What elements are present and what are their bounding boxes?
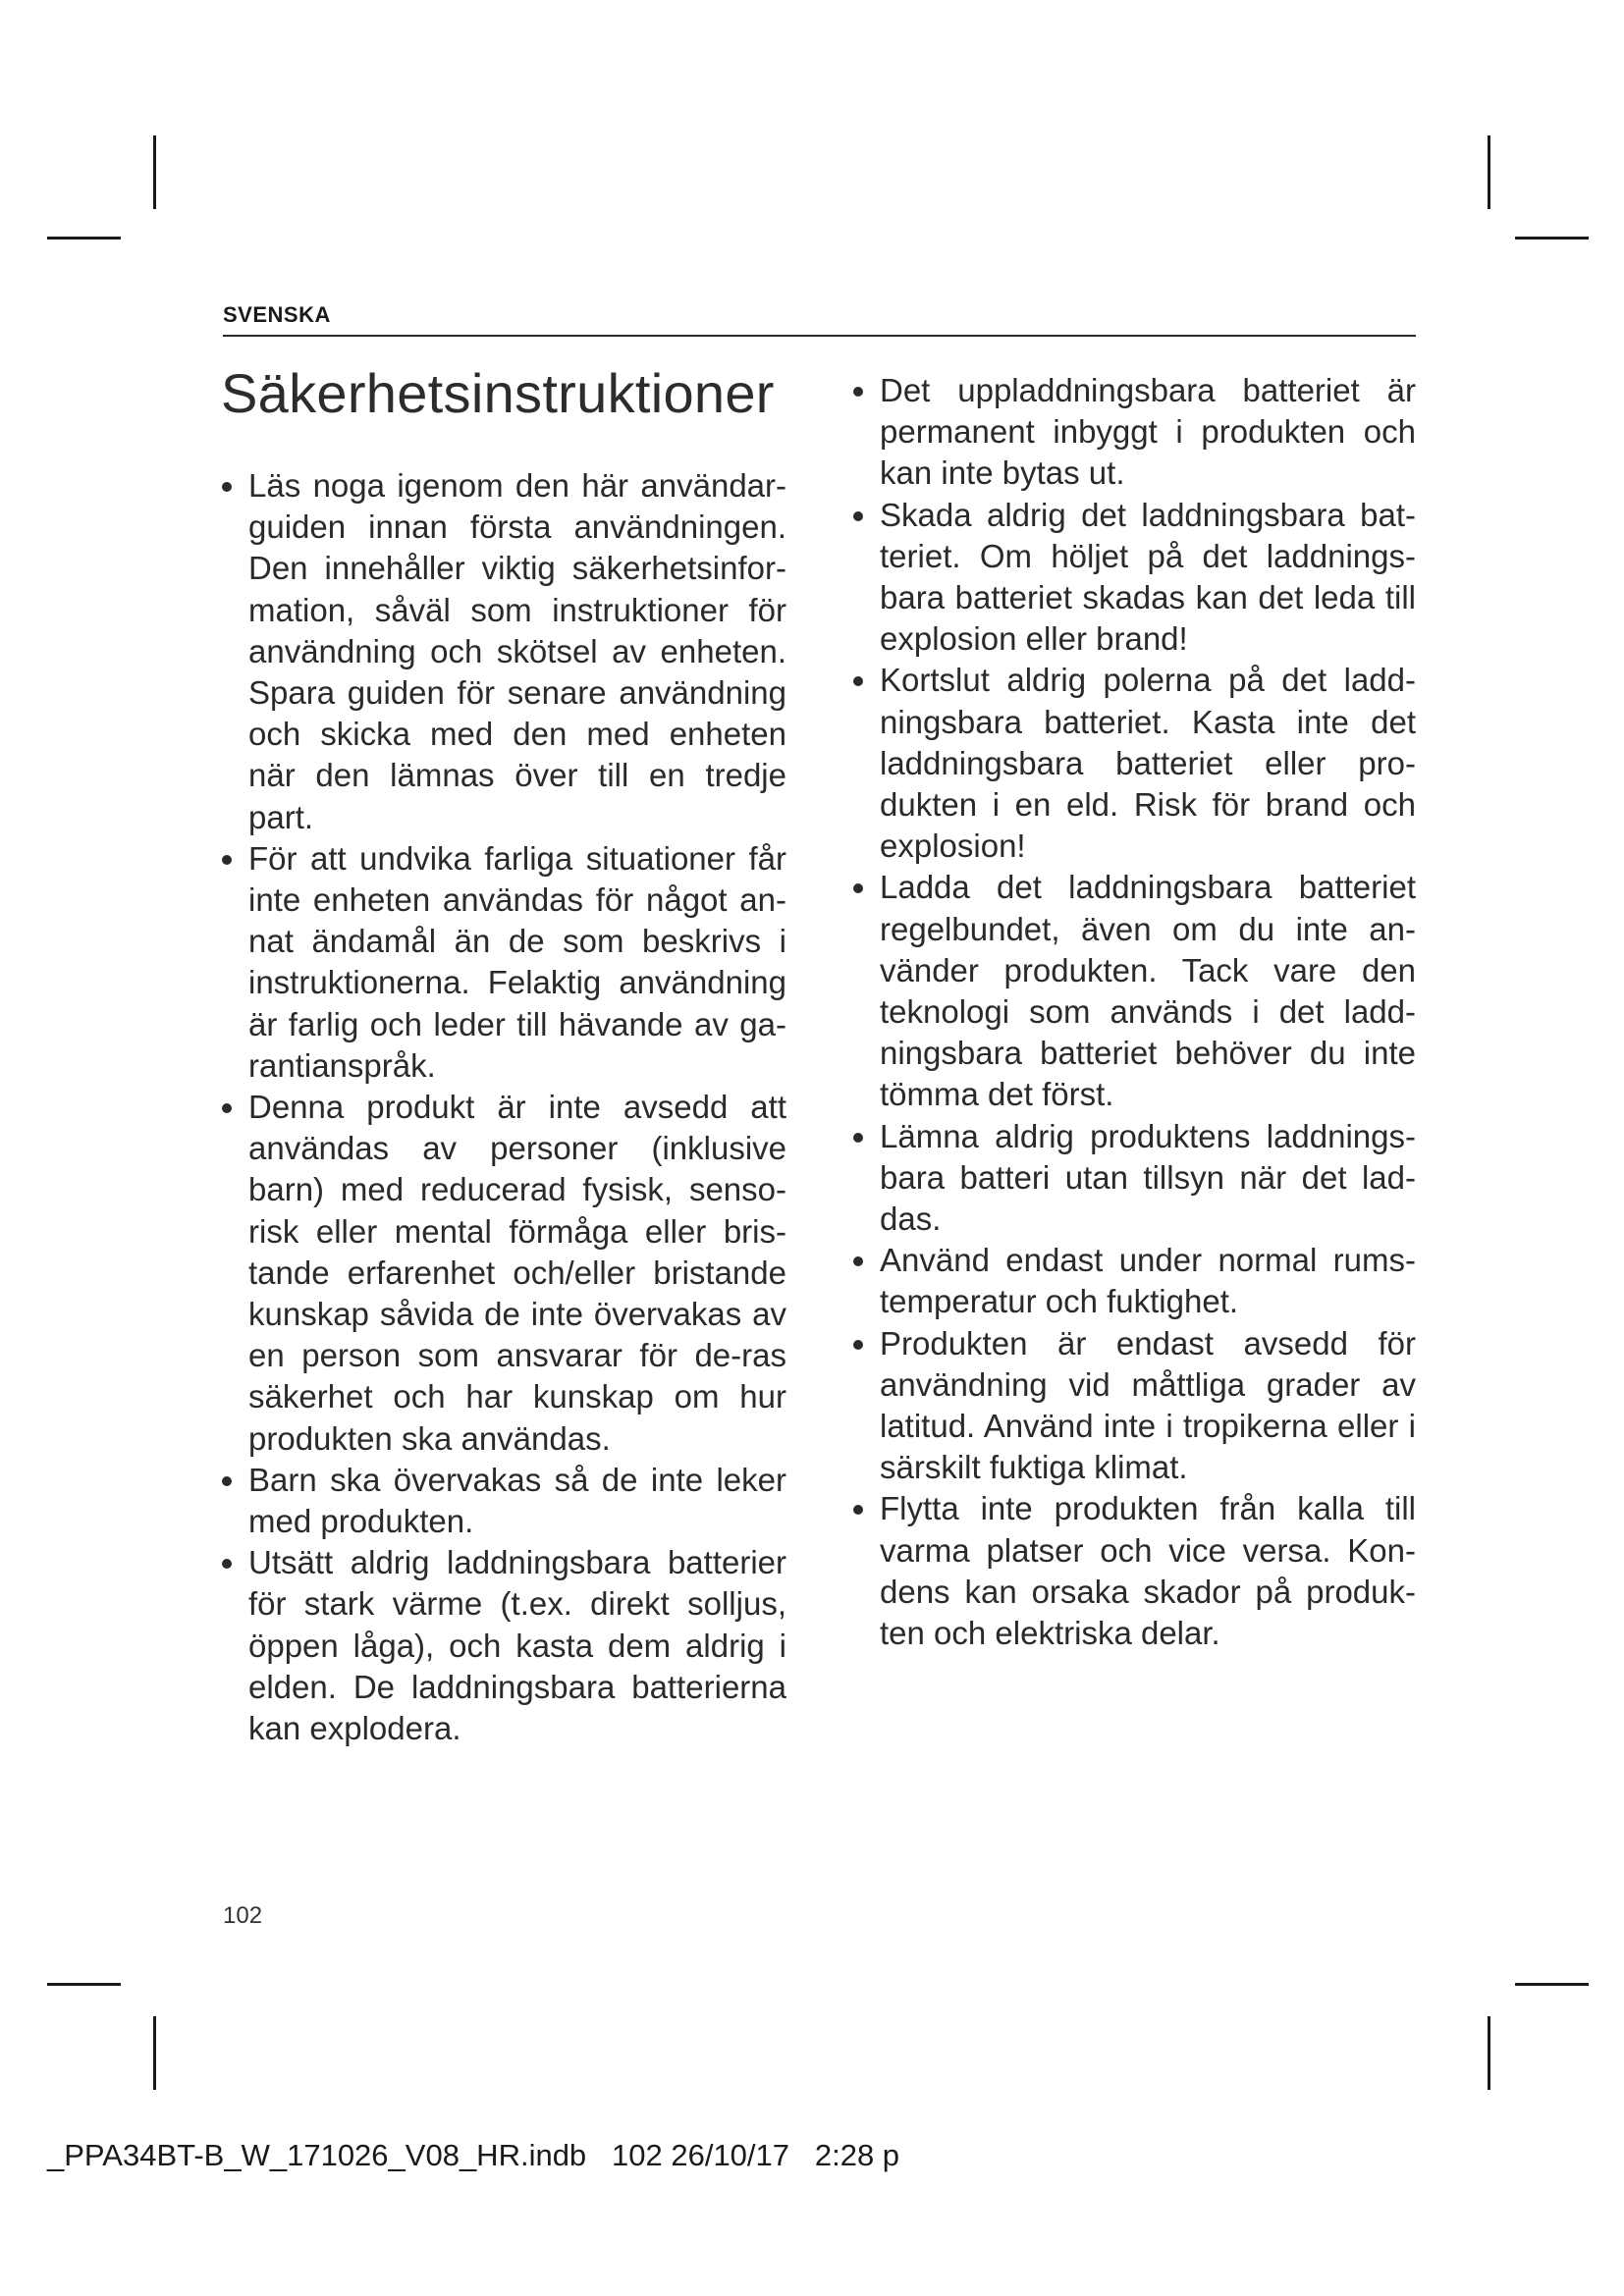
crop-mark-top-right-vertical [1488, 135, 1490, 209]
page-title: Säkerhetsinstruktioner [221, 362, 775, 424]
bullet-icon [853, 387, 863, 397]
print-slug: _PPA34BT-B_W_171026_V08_HR.indb 102 26/10/17 2:28 p [47, 2138, 900, 2172]
list-item-text: Produkten är endast avsedd för användning vid måttliga grader av latitud. Använd inte i tropikerna eller i särskilt fuktiga klimat. [880, 1324, 1416, 1486]
bullet-icon [853, 511, 863, 521]
bullet-icon [222, 1559, 232, 1569]
list-item-text: Denna produkt är inte avsedd att användas av personer (inklusive barn) med reducerad fysisk, senso-risk eller mental förmåga eller bris-tande erfarenhet och/eller bristande kunskap såvida de inte övervakas av en person som ansvarar för de-ras säkerhet och har kunskap om hur produkten ska användas. [248, 1089, 786, 1457]
list-item-text: För att undvika farliga situationer får inte enheten användas för något an-nat ändamål än de som beskrivs i instruktionerna. Felaktig användning är farlig och leder till hävande av ga-rantianspråk. [248, 839, 786, 1084]
list-item [850, 495, 1416, 661]
page-number: 102 [223, 1902, 263, 1929]
bullet-icon [853, 1256, 863, 1266]
list-item [850, 660, 1416, 867]
list-item-text: Lämna aldrig produktens laddnings-bara batteri utan tillsyn när det lad-das. [880, 1117, 1416, 1238]
bullet-icon [853, 1505, 863, 1515]
list-item [850, 370, 1416, 495]
bullet-icon [853, 1133, 863, 1143]
list-item-text: Ladda det laddningsbara batteriet regelbundet, även om du inte an-vänder produkten. Tack vare den teknologi som används i det ladd-ningsbara batteriet behöver du inte tömma det först. [880, 869, 1416, 1113]
bullet-icon [222, 1476, 232, 1486]
bullet-icon [222, 1103, 232, 1113]
list-item-text: Använd endast under normal rums-temperatur och fuktighet. [880, 1242, 1416, 1320]
list-item [219, 1542, 786, 1749]
list-item-text: Barn ska övervakas så de inte leker med produkten. [248, 1461, 786, 1540]
list-item [850, 1323, 1416, 1489]
list-item-text: Skada aldrig det laddningsbara bat-teriet. Om höljet på det laddnings-bara batteriet skadas kan det leda till explosion eller brand! [880, 496, 1416, 658]
list-item-text: Läs noga igenom den här användar-guiden innan första användningen. Den innehåller viktig säkerhetsinfor-mation, såväl som instruktioner för användning och skötsel av enheten. Spara guiden för senare användning och skicka med den med enheten när den lämnas över till en tredje part. [248, 467, 786, 835]
bullet-icon [853, 676, 863, 686]
list-item [219, 1460, 786, 1542]
bullet-icon [222, 482, 232, 492]
bullet-icon [222, 855, 232, 865]
crop-mark-top-left-vertical [153, 135, 156, 209]
crop-mark-top-right-horizontal [1515, 237, 1589, 240]
list-item-text: Flytta inte produkten från kalla till varma platser och vice versa. Kon-dens kan orsaka skador på produk-ten och elektriska delar. [880, 1490, 1416, 1652]
header-rule [223, 335, 1416, 337]
list-item-text: Kortslut aldrig polerna på det ladd-ningsbara batteriet. Kasta inte det laddningsbara batteriet eller pro-dukten i en eld. Risk för brand och explosion! [880, 662, 1416, 865]
list-item [219, 1087, 786, 1460]
list-item [850, 867, 1416, 1115]
bullet-icon [853, 883, 863, 893]
crop-mark-bottom-right-vertical [1488, 2016, 1490, 2090]
crop-mark-top-left-horizontal [47, 237, 121, 240]
bullet-icon [853, 1340, 863, 1350]
list-item-text: Det uppladdningsbara batteriet är permanent inbyggt i produkten och kan inte bytas ut. [880, 372, 1416, 492]
list-item [219, 838, 786, 1087]
right-column [850, 370, 1416, 1654]
left-column [219, 465, 786, 1749]
crop-mark-bottom-left-horizontal [47, 1983, 121, 1986]
list-item [850, 1116, 1416, 1241]
list-item [219, 465, 786, 838]
section-label: SVENSKA [223, 302, 331, 327]
list-item-text: Utsätt aldrig laddningsbara batterier för stark värme (t.ex. direkt solljus, öppen låga), och kasta dem aldrig i elden. De laddningsbara batterierna kan explodera. [248, 1544, 786, 1747]
list-item [850, 1240, 1416, 1322]
crop-mark-bottom-right-horizontal [1515, 1983, 1589, 1986]
crop-mark-bottom-left-vertical [153, 2016, 156, 2090]
list-item [850, 1488, 1416, 1654]
